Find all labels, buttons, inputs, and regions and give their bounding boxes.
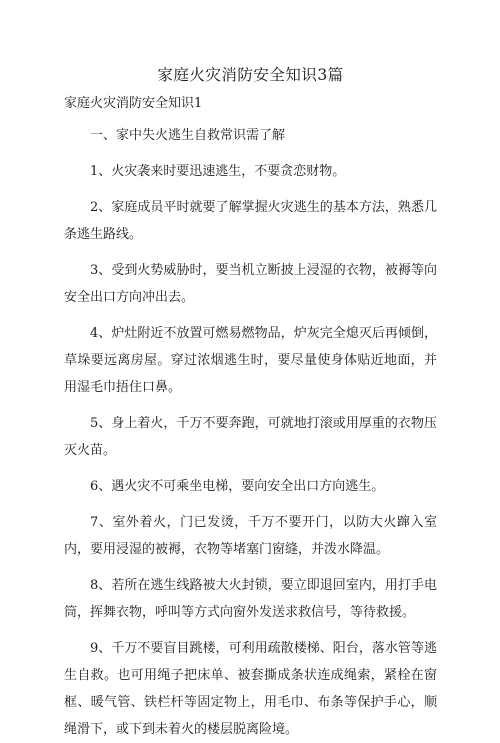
tip-paragraph-4: 4、炉灶附近不放置可燃易燃物品，炉灰完全熄灭后再倾倒，草垛要远离房屋。穿过浓烟逃生时，要尽量使身体贴近地面，并用湿毛巾捂住口鼻。 bbox=[64, 326, 437, 395]
tip-paragraph-8: 8、若所在逃生线路被大火封锁，要立即退回室内，用打手电筒，挥舞衣物，呼叫等方式向窗外发送求救信号，等待救援。 bbox=[64, 578, 437, 620]
tip-paragraph-7: 7、室外着火，门已发烫，千万不要开门，以防大火蹿入室内，要用浸湿的被褥，衣物等堵塞门窗缝，并泼水降温。 bbox=[64, 515, 437, 557]
tip-paragraph-5: 5、身上着火，千万不要奔跑，可就地打滚或用厚重的衣物压灭火苗。 bbox=[64, 416, 437, 458]
document-title: 家庭火灾消防安全知识3篇 bbox=[157, 66, 344, 84]
tip-paragraph-2: 2、家庭成员平时就要了解掌握火灾逃生的基本方法，熟悉几条逃生路线。 bbox=[64, 200, 437, 242]
section-heading: 家庭火灾消防安全知识1 bbox=[64, 96, 203, 111]
section-intro: 一、家中失火逃生自救常识需了解 bbox=[90, 128, 286, 143]
tip-paragraph-6: 6、遇火灾不可乘坐电梯，要向安全出口方向逃生。 bbox=[90, 479, 385, 494]
tip-paragraph-9: 9、千万不要盲目跳楼，可利用疏散楼梯、阳台，落水管等逃生自救。也可用绳子把床单、被套撕成条状连成绳索，紧栓在窗框、暖气管、铁栏杆等固定物上，用毛巾、布条等保护手心，顺绳滑下，或下到未着火的楼层脱离险境。 bbox=[64, 641, 437, 737]
tip-paragraph-1: 1、火灾袭来时要迅速逃生，不要贪恋财物。 bbox=[90, 164, 346, 179]
tip-paragraph-3: 3、受到火势威胁时，要当机立断披上浸湿的衣物，被褥等向安全出口方向冲出去。 bbox=[64, 263, 437, 305]
